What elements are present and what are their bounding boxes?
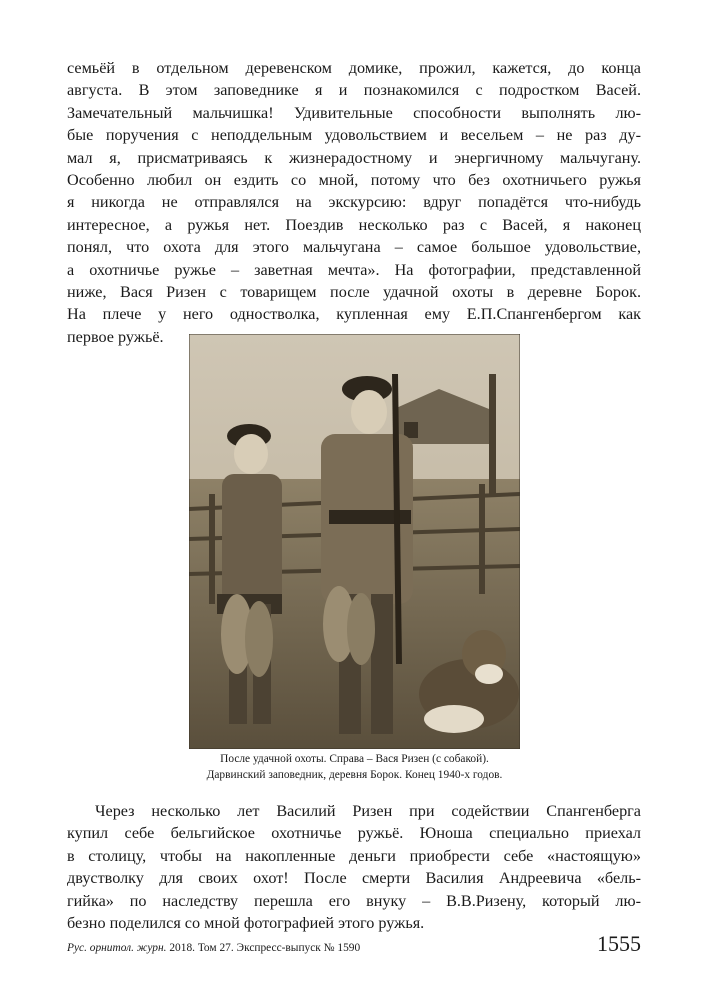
text-line: я никогда не отправлялся на экскурсию: вдруг попадётся что-нибудь bbox=[67, 193, 641, 212]
historical-photo bbox=[189, 334, 520, 749]
text-line: мал я, присматриваясь к жизнерадостному и энергичному мальчугану. bbox=[67, 148, 641, 167]
text-line: бые поручения с неподдельным удовольствием и весельем – не раз ду- bbox=[67, 126, 641, 145]
text-line: На плече у него одностволка, купленная ему Е.П.Спангенбергом как bbox=[67, 305, 641, 324]
text-line: двустволку для своих охот! После смерти Василия Андреевича «бель- bbox=[67, 869, 641, 888]
figure-caption-line-2: Дарвинский заповедник, деревня Борок. Конец 1940-х годов. bbox=[206, 769, 503, 781]
text-line: интересное, а ружья нет. Поездив несколько раз с Васей, я наконец bbox=[67, 215, 641, 234]
text-line: безно поделился со мной фотографией этого ружья. bbox=[67, 914, 425, 933]
text-line: понял, что охота для этого мальчугана – самое большое удовольствие, bbox=[67, 238, 641, 257]
page-number: 1555 bbox=[597, 931, 641, 956]
text-line: августа. В этом заповеднике я и познакомился с подростком Васей. bbox=[67, 81, 641, 100]
text-line: гийка» по наследству перешла его внуку – В.В.Ризену, который лю- bbox=[67, 891, 641, 910]
text-line: купил себе бельгийское охотничье ружьё. Юноша специально приехал bbox=[67, 824, 641, 843]
paragraph-2 bbox=[67, 800, 641, 934]
text-line: Особенно любил он ездить со мной, потому что без охотничьего ружья bbox=[67, 171, 641, 190]
text-line: ниже, Вася Ризен с товарищем после удачной охоты в деревне Борок. bbox=[67, 283, 641, 302]
text-line: первое ружьё. bbox=[67, 327, 164, 346]
text-line: Замечательный мальчишка! Удивительные способности выполнять лю- bbox=[67, 103, 641, 122]
paragraph-1 bbox=[67, 57, 641, 348]
text-line: в столицу, чтобы на накопленные деньги приобрести себе «настоящую» bbox=[67, 846, 641, 865]
text-line: а охотничье ружье – заветная мечта». На фотографии, представленной bbox=[67, 260, 641, 279]
journal-issue-details: 2018. Том 27. Экспресс-выпуск № 1590 bbox=[169, 942, 361, 954]
figure-caption-line-1: После удачной охоты. Справа – Вася Ризен (с собакой). bbox=[220, 753, 489, 765]
journal-reference bbox=[67, 942, 360, 954]
text-line: семьёй в отдельном деревенском домике, прожил, кажется, до конца bbox=[67, 59, 641, 77]
photo-illustration bbox=[189, 334, 520, 749]
text-line: Через несколько лет Василий Ризен при содействии Спангенберга bbox=[95, 802, 641, 820]
journal-name: Рус. орнитол. журн. bbox=[67, 942, 167, 954]
